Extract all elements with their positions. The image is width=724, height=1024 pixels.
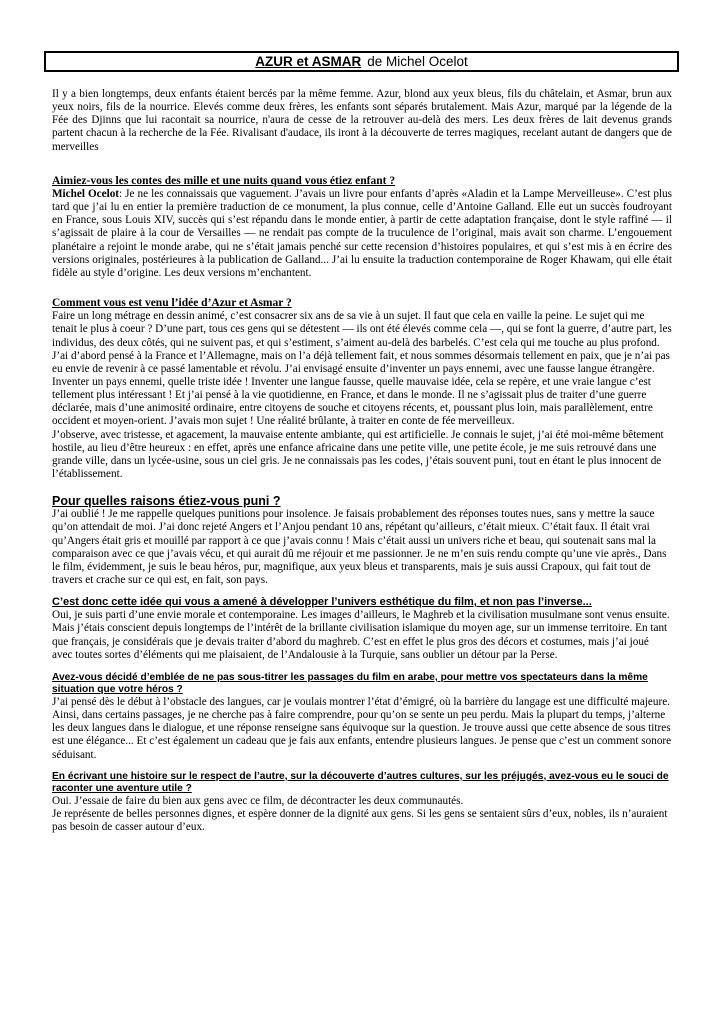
answer-1 xyxy=(52,188,672,280)
question-3: Pour quelles raisons étiez-vous puni ? xyxy=(52,494,281,509)
question-2: Comment vous est venu l’idée d’Azur et Asmar ? xyxy=(52,297,292,310)
article-body xyxy=(52,88,672,834)
answer-2: Faire un long métrage en dessin animé, c’est consacrer six ans de sa vie à un sujet. Il faut que cela en vaille la peine. Le sujet qui me tenait le plus à coeur ? D’une part, tous ces gens qui se détestent — ils ont été élevés comme cela —, qui se font la guerre, d’autre part, les individus, des deux côtés, qui ne suivent pas, et qui s’estiment, s’aiment au-delà des barbelés. C’est cela qui me touche au plus profond. J’ai d’abord pensé à la France et l’Allemagne, mais on l’a déjà tellement fait, et nous sommes désormais tellement en paix, que je n’ai pas eu envie de revenir à ce passé lamentable et révolu. J’ai envisagé ensuite d’inventer un pays ennemi, avec une fausse langue étrangère. Inventer un pays ennemi, quelle triste idée ! Inventer une langue fausse, quelle mauvaise idée, cela se repère, et une vraie langue c’est tellement plus intéressant ! Et j’ai pensé à la vie quotidienne, en France, et dans le monde. Il ne s’agissait plus de traiter d’une guerre déclarée, mais d’une animosité ordinaire, entre citoyens de souche et citoyens récents, et, poussant plus loin, mais parallèlement, entre occident et moyen-orient. J’avais mon sujet ! Une réalité brûlante, à traiter en conte de fée merveilleux. xyxy=(52,310,672,428)
answer-2b: J’observe, avec tristesse, et agacement, la mauvaise entente ambiante, qui est artificielle. Je connais le sujet, j’ai été moi-même bêtement hostile, au lieu d’être heureux : en effet, après une enfance africaine dans une petite ville, une petite école, je me suis retrouvé dans une grande ville, dans un lycée-usine, sous un ciel gris. Je ne connaissais pas les codes, j’étais souvent puni, tout en étant le plus innocent de l’établissement. xyxy=(52,428,664,481)
answer-3: J’ai oublié ! Je me rappelle quelques punitions pour insolence. Je faisais probablement des réponses toutes nues, sans y mettre la sauce qu’on attendait de moi. J’ai donc rejeté Angers et l’Anjou pendant 10 ans, répétant qu’ailleurs, c’était mieux. C’était faux. Il était vrai qu’Angers était gris et mouillé par rapport à ce que j’avais connu ! Mais c’était aussi un univers riche et beau, qui soutenait sans mal la comparaison avec ce que j’avais vécu, et qui aurait dû me réjouir et me passionner. Je ne m’en suis rendu compte qu’une vie après., Dans le film, évidemment, je suis le beau héros, pur, magnifique, aux yeux bleus et transparents, mais je suis aussi Crapoux, qui fait tout de travers et crache sur ce qui est, en fait, son pays. xyxy=(52,508,667,586)
intro-paragraph: Il y a bien longtemps, deux enfants étaient bercés par la même femme. Azur, blond aux yeux bleus, fils du châtelain, et Asmar, brun aux yeux noirs, fils de la nourrice. Elevés comme deux frères, les enfants sont séparés brutalement. Mais Azur, marqué par la légende de la Fée des Djinns que lui racontait sa nourrice, n'aura de cesse de la retrouver au-delà des mers. Les deux frères de lait devenus grands partent chacun à la recherche de la Fée. Rivalisant d'audace, ils iront à la découverte de terres magiques, recelant autant de dangers que de merveilles xyxy=(52,88,672,153)
answer-4: Oui, je suis parti d’une envie morale et contemporaine. Les images d’ailleurs, le Maghreb et la civilisation musulmane sont venus ensuite. Mais j’étais conscient depuis longtemps de l’intérêt de la brillante civilisation islamique du moyen age, sur un immense territoire. En tant que français, je considérais que je devais traiter d’abord du maghreb. C’est en effet le plus gros des décors et costumes, mais j’ai joué avec toutes sortes d’éléments qui me plaisaient, de l’Andalousie à la Turquie, sans oublier un détour par la Perse. xyxy=(52,609,670,661)
title-main: AZUR et ASMAR xyxy=(255,54,362,69)
speaker-name: Michel Ocelot xyxy=(52,187,120,200)
answer-1-text: : Je ne les connaissais que vaguement. J’avais un livre pour enfants d’après «Aladin et la Lampe Merveilleuse». C’est plus tard que j’ai lu en entier la première traduction de ce monument, la plus connue, celle d’Antoine Galland. Elle eut un succès foudroyant en France, sous Louis XIV, succès qui s’est répandu dans le monde entier, à partir de cette adaptation française, dont le style raffiné — il s’agissait de plaire à la cour de Versailles — ne rendait pas compte de la truculence de l’original, mais avait son charme. L’engouement planétaire a rejoint le monde arabe, qui ne s’était jamais penché sur cette recension d’histoires populaires, et qui s’est mis à en écrire des versions originales, postérieures à la publication de Galland... J’ai lu ensuite la traduction contemporaine de Roger Khawam, qui elle était fidèle au style d’origine. Les deux versions m’enchantent. xyxy=(52,187,672,279)
answer-5: J’ai pensé dès le début à l’obstacle des langues, car je voulais montrer l’état d’émigré, où la barrière du langage est une difficulté majeure. Ainsi, dans certains passages, je ne cherche pas à faire comprendre, pour qu’on se sente un peu perdu. Mais la plupart du temps, j’alterne les deux langues dans le dialogue, et une réponse renseigne sans équivoque sur la question. Je trouve aussi que cette absence de sous titres est une élégance... Et c’est également un cadeau que je fais aux enfants, entendre plusieurs langues. Je pense que c’est un comment sonore séduisant. xyxy=(52,695,672,761)
question-4: C’est donc cette idée qui vous a amené à développer l’univers esthétique du film, et non pas l’inverse... xyxy=(52,596,592,609)
question-6: En écrivant une histoire sur le respect de l’autre, sur la découverte d’autres cultures, sur les préjugés, avez-vous eu le souci de raconter une aventure utile ? xyxy=(52,770,669,794)
question-1: Aimiez-vous les contes des mille et une nuits quand vous étiez enfant ? xyxy=(52,174,396,187)
answer-6b: Je représente de belles personnes dignes, et espère donner de la dignité aux gens. Si les gens se sentaient sûrs d’eux, nobles, ils n’auraient pas besoin de casser autour d’eux. xyxy=(52,807,668,834)
title-box xyxy=(44,51,679,72)
title-author: de Michel Ocelot xyxy=(367,54,468,69)
question-5: Avez-vous décidé d’emblée de ne pas sous-titrer les passages du film en arabe, pour mettre vos spectateurs dans la même situation que votre héros ? xyxy=(52,671,648,695)
answer-6: Oui. J’essaie de faire du bien aux gens avec ce film, de décontracter les deux communautés. xyxy=(52,794,464,807)
